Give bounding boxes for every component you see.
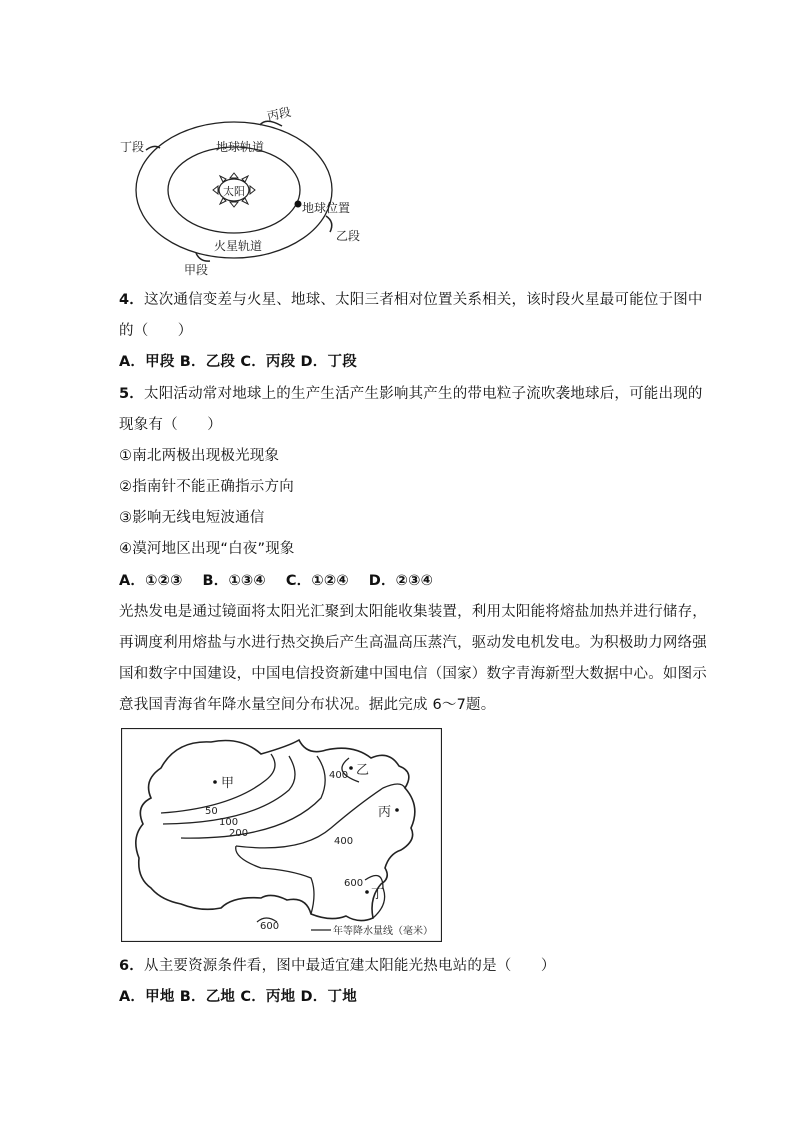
- q5-item-2: ②指南针不能正确指示方向: [119, 479, 294, 495]
- place-ding-dot: [365, 890, 369, 894]
- segment-jia-label: 甲段: [184, 263, 209, 277]
- q5-item-1: ①南北两极出现极光现象: [119, 448, 280, 464]
- q5-stem: 太阳活动常对地球上的生产生活产生影响其产生的带电粒子流吹袭地球后，可能出现的: [144, 386, 703, 402]
- passage-line-2: 再调度利用熔盐与水进行热交换后产生高温高压蒸汽，驱动发电机发电。为积极助力网络强: [119, 635, 707, 651]
- q5-item-4: ④漠河地区出现“白夜”现象: [119, 541, 295, 557]
- q5-options: A．①②③ B．①③④ C．①②④ D．②③④: [119, 573, 434, 589]
- q6-line1: [119, 956, 556, 976]
- segment-bing-label: 丙段: [265, 104, 293, 124]
- segment-yi-arc: [326, 216, 332, 232]
- isoline-label-400-north: 400: [329, 770, 349, 781]
- isoline-label-100: 100: [219, 817, 239, 828]
- passage-line-1: 光热发电是通过镜面将太阳光汇聚到太阳能收集装置，利用太阳能将熔盐加热并进行储存，: [119, 604, 707, 620]
- place-bing: 丙: [378, 805, 392, 820]
- q4-line1: [119, 290, 703, 310]
- q5-number: 5．: [119, 386, 144, 402]
- orbit-diagram: [110, 98, 370, 280]
- q6-stem: 从主要资源条件看，图中最适宜建太阳能光热电站的是（ ）: [144, 958, 556, 974]
- q5-line2: 现象有（ ）: [119, 417, 222, 433]
- isoline-label-600-south: 600: [260, 921, 280, 932]
- isoline-label-50: 50: [205, 806, 218, 817]
- segment-ding-label: 丁段: [120, 140, 145, 154]
- segment-yi-label: 乙段: [336, 229, 361, 243]
- q5-item-3: ③影响无线电短波通信: [119, 510, 265, 526]
- isoline-label-600-east: 600: [344, 878, 364, 889]
- earth-position-label: 地球位置: [302, 201, 351, 215]
- passage-line-4: 意我国青海省年降水量空间分布状况。据此完成 6～7题。: [119, 697, 496, 713]
- place-ding: 丁: [371, 887, 385, 902]
- place-jia: 甲: [221, 776, 235, 791]
- place-yi: 乙: [356, 763, 370, 778]
- q4-number: 4．: [119, 292, 144, 308]
- place-jia-dot: [213, 780, 217, 784]
- q4-options: A．甲段 B．乙段 C．丙段 D．丁段: [119, 354, 357, 370]
- q6-number: 6．: [119, 958, 144, 974]
- passage-line-3: 国和数字中国建设，中国电信投资新建中国电信（国家）数字青海新型大数据中心。如图示: [119, 666, 707, 682]
- isoline-label-400-main: 400: [334, 836, 354, 847]
- segment-ding-arc: [146, 146, 160, 150]
- earth-position-dot: [295, 201, 302, 208]
- q6-options: A．甲地 B．乙地 C．丙地 D．丁地: [119, 989, 357, 1005]
- precipitation-map: [121, 728, 442, 942]
- earth-orbit-label: 地球轨道: [215, 140, 265, 154]
- q4-line2: 的（ ）: [119, 323, 193, 339]
- isoline-label-200: 200: [229, 828, 249, 839]
- q5-line1: [119, 384, 703, 404]
- place-yi-dot: [349, 766, 353, 770]
- q4-stem: 这次通信变差与火星、地球、太阳三者相对位置关系相关，该时段火星最可能位于图中: [144, 292, 703, 308]
- sun-label: 太阳: [223, 185, 245, 198]
- place-bing-dot: [395, 808, 399, 812]
- mars-orbit-label: 火星轨道: [213, 239, 263, 253]
- legend-text: 年等降水量线（毫米）: [333, 926, 433, 937]
